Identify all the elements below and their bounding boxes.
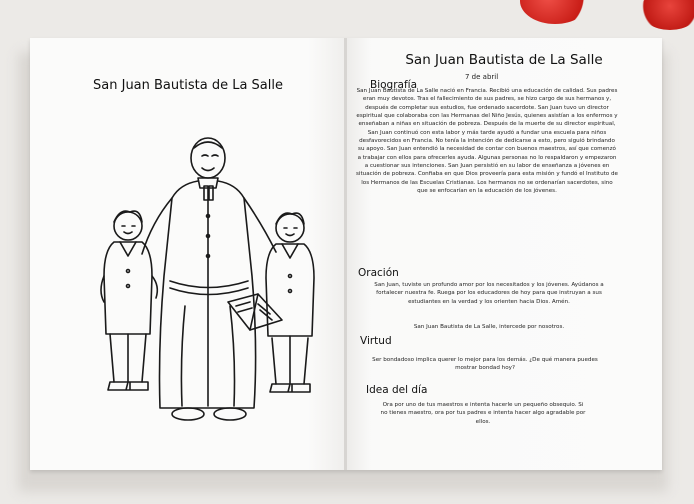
coloring-illustration [90,126,330,436]
oracion-closing: San Juan Bautista de La Salle, intercede por nosotros. [413,324,565,330]
virtud-heading: Virtud [360,335,392,347]
book-spine [344,38,347,470]
biografia-heading: Biografía [370,79,418,91]
right-boy-figure [266,213,314,392]
saint-figure [142,138,276,420]
virtud-text: Ser bondadoso implica querer lo mejor para los demás. ¿De qué manera puedes mostrar bondad hoy? [372,357,598,372]
oracion-heading: Oración [358,267,399,279]
date-label: 7 de abril [465,73,499,81]
idea-heading: Idea del día [366,384,428,396]
oracion-text: San Juan, tuviste un profundo amor por los necesitados y los jóvenes. Ayúdanos a fortalecer nuestra fe. Ruega por los educadores de hoy para que instruyan a sus estudiantes en la verdad y los orienten hacia Dios. Amén. [374,282,604,305]
left-page-title: San Juan Bautista de La Salle [93,78,283,93]
right-page-title: San Juan Bautista de La Salle [405,52,603,68]
idea-text: Ora por uno de tus maestros e intenta hacerle un pequeño obsequio. Si no tienes maestro, ora por tus padres e intenta hacer algo agradable por ellos. [380,402,586,425]
left-boy-figure [101,211,157,390]
biografia-text: San Juan Bautista de La Salle nació en Francia. Recibió una educación de calidad. Sus padres eran muy devotos. Tras el fallecimiento de sus padres, se hizo cargo de sus hermanos y, después de completar sus estudios, fue ordenado sacerdote. San Juan tuvo un director espiritual que colaboraba con las Hermanas del Niño Jesús, quienes asistían a los enfermos y enseñaban a niñas en situación de pobreza. Después de la muerte de su director espiritual, San Juan continuó con esta labor y más tarde ayudó a fundar una escuela para niños desfavorecidos en Francia. No tenía la intención de dedicarse a esto, pero siguió brindando su apoyo. San Juan entendió la necesidad de contar con buenos maestros, así que comenzó a trabajar con ellos para ofrecerles ayuda. Algunas personas no lo respaldaron y empezaron a cuestionar sus intenciones. San Juan persistió en su labor de enseñanza a jóvenes en situación de pobreza. Confiaba en que Dios proveería para esta misión y fundó el Instituto de los Hermanos de las Escuelas Cristianas. Los hermanos no se ordenarían sacerdotes, sino que se enfocarían en la educación de los jóvenes. [356,88,618,195]
